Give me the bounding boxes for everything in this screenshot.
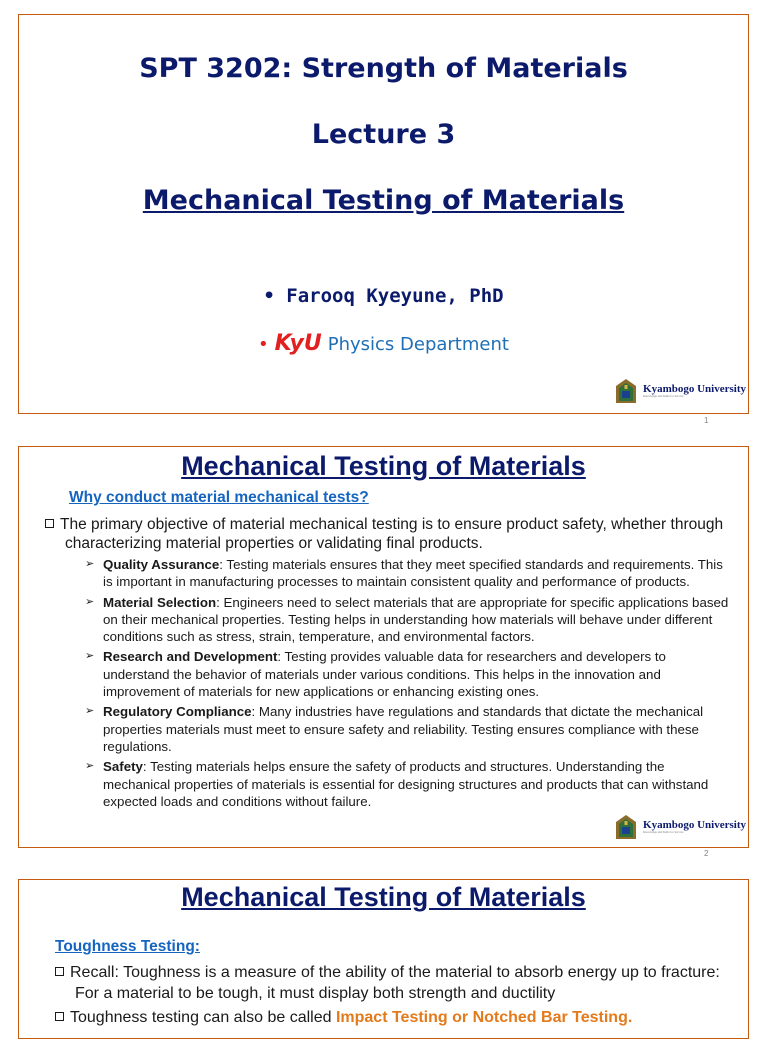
list-item bbox=[85, 594, 735, 646]
course-title: SPT 3202: Strength of Materials bbox=[139, 53, 628, 84]
list-item bbox=[85, 703, 735, 755]
slide-1 bbox=[18, 14, 749, 414]
arrow-bullet-icon: ➢ bbox=[85, 760, 95, 773]
list-item-term: Safety bbox=[103, 759, 143, 775]
university-crest-icon bbox=[612, 813, 640, 841]
bullet-text: Toughness testing can also be called bbox=[70, 1009, 336, 1026]
slide-heading: Mechanical Testing of Materials bbox=[181, 451, 586, 481]
list-item-term: Research and Development bbox=[103, 649, 278, 665]
list-item bbox=[85, 648, 735, 700]
list-item-term: Regulatory Compliance bbox=[103, 704, 252, 720]
kyambogo-logo bbox=[612, 377, 746, 405]
university-tagline: Knowledge and Skills for Service bbox=[643, 394, 684, 398]
bullet-icon: • bbox=[263, 285, 287, 307]
bullet-icon: • bbox=[258, 334, 269, 355]
list-item-text: : Many industries have regulations and standards that dictate the mechanical properties materials must meet to ensure safety and reliability. Testing ensures compliance with these regulations. bbox=[103, 704, 704, 754]
reasons-list bbox=[85, 556, 735, 810]
slide-2 bbox=[18, 446, 749, 848]
list-item-text: : Testing materials helps ensure the safety of products and structures. Understanding the mechanical properties of materials is essential for designing structures and products that can withstand expected loads and conditions without failure. bbox=[103, 759, 709, 809]
department-line bbox=[19, 331, 748, 356]
list-item-term: Material Selection bbox=[103, 594, 217, 610]
lecture-number: Lecture 3 bbox=[311, 119, 456, 150]
university-name: Kyambogo University bbox=[643, 383, 746, 395]
author-name: Farooq Kyeyune, PhD bbox=[286, 285, 504, 307]
list-item-text: : Engineers need to select materials that are appropriate for specific applications based on their mechanical properties. Testing helps in understanding how materials will behave under different conditions such as stress, strain, temperature, and environmental factors. bbox=[103, 594, 729, 645]
checkbox-bullet-icon bbox=[45, 519, 54, 528]
list-item-text: : Testing provides valuable data for researchers and developers to understand the behavior of materials under various conditions. This helps in the innovation and improvement of materials for new applications or enhancing existing ones. bbox=[103, 649, 666, 700]
slide-body bbox=[45, 515, 735, 813]
list-item-term: Quality Assurance bbox=[103, 557, 220, 572]
slide-body bbox=[55, 962, 735, 1031]
university-name: Kyambogo University bbox=[643, 819, 746, 831]
arrow-bullet-icon: ➢ bbox=[85, 558, 95, 570]
bullet-point bbox=[55, 1007, 735, 1028]
kyu-logo-text: KyU bbox=[274, 331, 322, 356]
university-crest-icon bbox=[612, 377, 640, 405]
slide-3 bbox=[18, 879, 749, 1039]
page-number: 1 bbox=[704, 416, 709, 425]
kyambogo-logo bbox=[612, 813, 746, 841]
list-item-text: : Testing materials ensures that they meet specified standards and requirements. This is important in manufacturing processes to maintain consistent quality and performance of products. bbox=[103, 557, 723, 590]
section-question: Why conduct material mechanical tests? bbox=[69, 489, 369, 506]
department-name: Physics Department bbox=[327, 334, 509, 355]
list-item bbox=[85, 556, 735, 591]
main-point bbox=[45, 515, 735, 553]
author-line bbox=[19, 285, 748, 307]
university-tagline: Knowledge and Skills for Service bbox=[643, 830, 684, 834]
checkbox-bullet-icon bbox=[55, 1012, 64, 1021]
arrow-bullet-icon: ➢ bbox=[85, 705, 95, 718]
section-title: Toughness Testing: bbox=[55, 938, 200, 955]
bullet-text: Recall: Toughness is a measure of the ability of the material to absorb energy up to fracture: For a material to be tough, it must display both strength and ductility bbox=[70, 964, 720, 1002]
lecture-subtitle: Mechanical Testing of Materials bbox=[142, 185, 625, 216]
highlighted-term: Impact Testing or Notched Bar Testing. bbox=[335, 1009, 633, 1026]
bullet-point bbox=[55, 962, 735, 1004]
slide-heading: Mechanical Testing of Materials bbox=[181, 882, 586, 912]
page-number: 2 bbox=[704, 849, 709, 858]
checkbox-bullet-icon bbox=[55, 967, 64, 976]
arrow-bullet-icon: ➢ bbox=[85, 650, 95, 663]
arrow-bullet-icon: ➢ bbox=[85, 595, 95, 608]
list-item bbox=[85, 758, 735, 810]
main-point-text: The primary objective of material mechanical testing is to ensure product safety, whether through characterizing material properties or validating final products. bbox=[60, 516, 724, 552]
